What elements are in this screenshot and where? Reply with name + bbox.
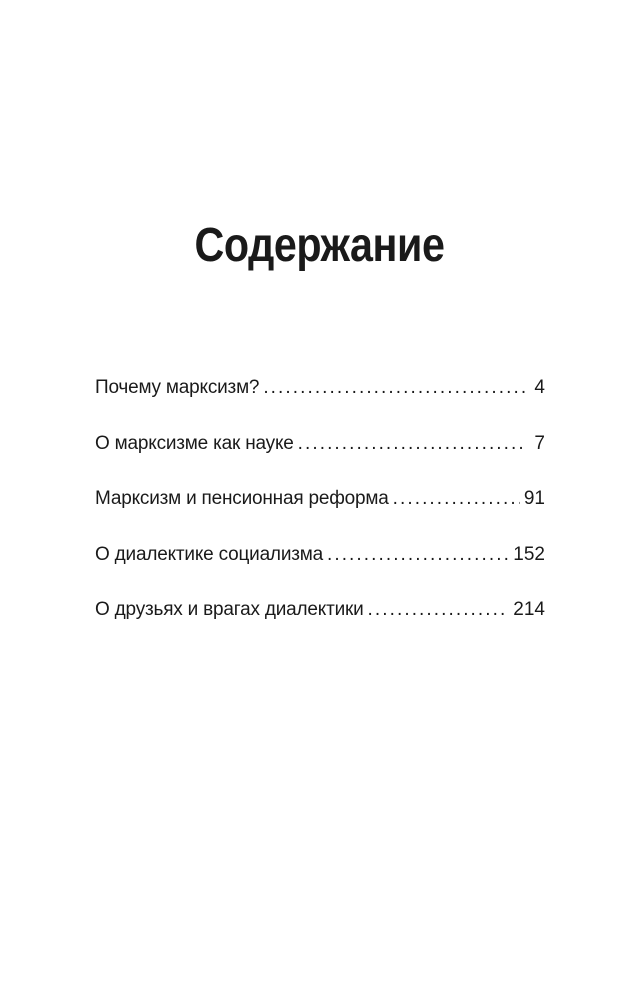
toc-entry-title: Марксизм и пенсионная реформа: [95, 488, 389, 509]
toc-page-number: 7: [534, 432, 545, 454]
toc-entry-title: Почему марксизм?: [95, 377, 260, 398]
toc-dot-leader: [263, 374, 527, 402]
toc-entry[interactable]: [95, 485, 545, 541]
page-title: Содержание: [194, 219, 445, 272]
toc-dot-leader: [368, 596, 510, 624]
toc-page-number: 152: [513, 543, 545, 565]
toc-dot-leader: [298, 430, 527, 458]
toc-dot-leader: [327, 541, 509, 569]
toc-entry[interactable]: [95, 541, 545, 597]
toc-entry[interactable]: [95, 374, 545, 430]
toc-page-number: 4: [534, 377, 545, 398]
toc-entry[interactable]: [95, 596, 545, 652]
toc-page-number: 214: [513, 599, 545, 620]
toc-dot-leader: [393, 485, 520, 513]
toc-entry-title: О диалектике социализма: [95, 543, 323, 565]
toc-page-number: 91: [523, 488, 545, 509]
toc-entry-title: О друзьях и врагах диалектики: [95, 599, 364, 620]
table-of-contents: [95, 374, 545, 652]
toc-entry-title: О марксизме как науке: [95, 432, 294, 454]
toc-entry[interactable]: [95, 430, 545, 486]
